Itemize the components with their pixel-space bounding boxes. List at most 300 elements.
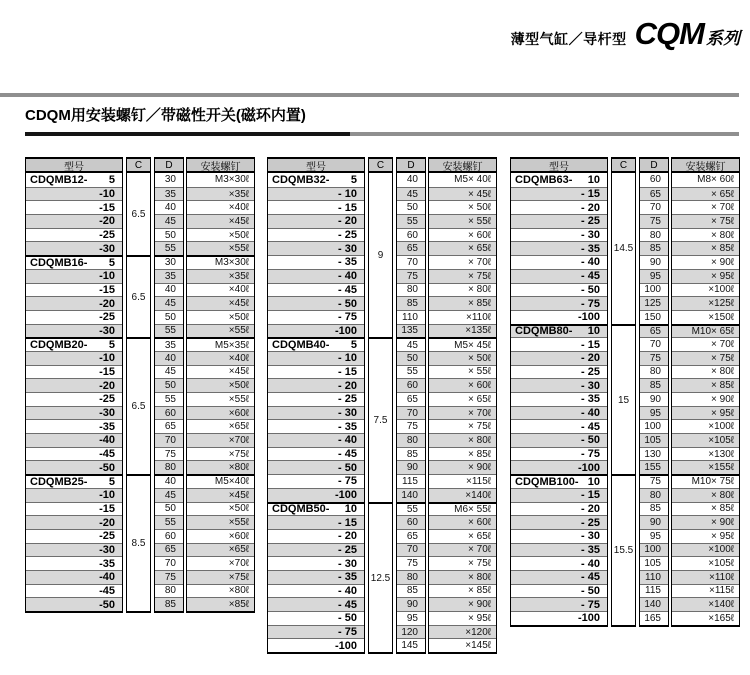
stroke-value: -15 — [99, 283, 115, 296]
screw-cell: × 95ℓ — [672, 529, 739, 543]
stroke-value: - 40 — [338, 270, 357, 283]
model-cell — [26, 187, 122, 201]
d-column — [396, 157, 426, 654]
model-cell — [26, 351, 122, 365]
column-header-c: C — [127, 159, 150, 173]
stroke-value: -50 — [99, 598, 115, 611]
stroke-value: - 30 — [338, 557, 357, 570]
model-cell — [511, 310, 607, 324]
stroke-value: -15 — [99, 502, 115, 515]
screw-cell: ×70ℓ — [187, 433, 254, 447]
model-prefix: CDQMB32- — [272, 173, 330, 186]
screw-cell: × 70ℓ — [429, 406, 496, 420]
stroke-value: - 35 — [338, 420, 357, 433]
stroke-value: - 50 — [581, 283, 600, 296]
screw-cell: ×50ℓ — [187, 310, 254, 324]
d-cell: 55 — [397, 365, 425, 379]
stroke-value: - 20 — [581, 352, 600, 365]
screw-cell: ×145ℓ — [429, 638, 496, 652]
stroke-value: - 75 — [338, 626, 357, 639]
stroke-value: -30 — [99, 407, 115, 420]
screw-cell: ×110ℓ — [672, 570, 739, 584]
screw-cell: × 50ℓ — [429, 351, 496, 365]
d-cell: 80 — [640, 488, 668, 502]
model-cell — [26, 529, 122, 543]
screw-cell: × 80ℓ — [672, 365, 739, 379]
d-cell: 145 — [397, 638, 425, 652]
screw-cell: M3×30ℓ — [187, 255, 254, 269]
model-cell — [511, 392, 607, 406]
screw-cell: ×55ℓ — [187, 392, 254, 406]
screw-cell: ×130ℓ — [672, 447, 739, 461]
d-cell: 105 — [640, 433, 668, 447]
stroke-value: - 35 — [581, 393, 600, 406]
d-cell: 65 — [397, 392, 425, 406]
d-cell: 85 — [397, 584, 425, 598]
model-cell — [26, 255, 122, 269]
screw-cell: ×45ℓ — [187, 214, 254, 228]
c-value: 14.5 — [612, 173, 635, 324]
d-cell: 45 — [397, 187, 425, 201]
stroke-value: - 75 — [581, 598, 600, 611]
d-cell: 125 — [640, 296, 668, 310]
d-cell: 55 — [397, 214, 425, 228]
stroke-value: - 50 — [338, 612, 357, 625]
d-cell: 40 — [155, 283, 183, 297]
c-value: 12.5 — [369, 502, 392, 653]
screw-cell: ×40ℓ — [187, 283, 254, 297]
stroke-value: - 50 — [338, 461, 357, 474]
model-prefix: CDQMB100- — [515, 475, 579, 488]
model-cell — [268, 447, 364, 461]
model-cell — [26, 597, 122, 611]
stroke-value: - 10 — [338, 352, 357, 365]
model-cell — [268, 255, 364, 269]
screw-cell: × 90ℓ — [429, 597, 496, 611]
column-header-screw: 安装螺钉 — [187, 159, 254, 173]
model-cell — [268, 570, 364, 584]
stroke-value: - 45 — [338, 598, 357, 611]
d-cell: 40 — [406, 174, 418, 186]
d-cell: 75 — [640, 214, 668, 228]
model-prefix: CDQMB16- — [30, 256, 88, 269]
screw-cell: × 70ℓ — [672, 337, 739, 351]
stroke-value: - 15 — [338, 365, 357, 378]
c-value: 15 — [612, 324, 635, 475]
model-cell — [268, 324, 364, 338]
model-cell — [26, 200, 122, 214]
d-cell: 55 — [155, 515, 183, 529]
stroke-value: - 75 — [581, 297, 600, 310]
model-cell — [268, 474, 364, 488]
d-column — [639, 157, 669, 627]
d-cell: 95 — [640, 406, 668, 420]
stroke-value: 10 — [587, 325, 600, 338]
stroke-value: - 20 — [338, 379, 357, 392]
stroke-value: - 20 — [338, 530, 357, 543]
screw-cell: × 75ℓ — [429, 556, 496, 570]
model-cell — [268, 296, 364, 310]
c-value: 7.5 — [369, 337, 392, 501]
model-cell — [268, 433, 364, 447]
stroke-value: -30 — [99, 242, 115, 255]
stroke-value: - 40 — [581, 407, 600, 420]
d-cell: 60 — [397, 228, 425, 242]
model-cell — [268, 460, 364, 474]
stroke-value: -40 — [99, 571, 115, 584]
model-cell — [26, 241, 122, 255]
model-cell — [26, 584, 122, 598]
d-cell: 30 — [155, 255, 183, 269]
model-column — [267, 157, 365, 654]
d-cell: 40 — [155, 351, 183, 365]
model-cell — [268, 378, 364, 392]
model-cell — [268, 173, 364, 187]
stroke-value: - 45 — [581, 420, 600, 433]
stroke-value: 5 — [108, 256, 115, 269]
model-cell — [268, 611, 364, 625]
model-cell — [26, 283, 122, 297]
d-cell: 90 — [397, 597, 425, 611]
model-cell — [268, 200, 364, 214]
column-header-model: 型号 — [268, 159, 364, 173]
column-header-c: C — [369, 159, 392, 173]
d-cell: 75 — [155, 447, 183, 461]
stroke-value: 5 — [350, 339, 357, 351]
model-cell — [26, 515, 122, 529]
stroke-value: 5 — [350, 173, 357, 186]
d-cell: 70 — [397, 255, 425, 269]
stroke-value: - 30 — [338, 242, 357, 255]
d-cell: 50 — [155, 502, 183, 516]
model-cell — [26, 460, 122, 474]
d-cell: 50 — [155, 228, 183, 242]
stroke-value: -25 — [99, 311, 115, 324]
screw-cell: M5× 45ℓ — [429, 337, 496, 351]
screw-cell: ×105ℓ — [672, 433, 739, 447]
screw-cell: × 80ℓ — [429, 570, 496, 584]
d-cell: 140 — [640, 597, 668, 611]
screw-cell: × 85ℓ — [429, 447, 496, 461]
screw-table-left — [25, 157, 255, 613]
stroke-value: - 15 — [581, 338, 600, 351]
stroke-value: - 30 — [581, 530, 600, 543]
c-value: 6.5 — [127, 173, 150, 255]
d-cell: 80 — [397, 570, 425, 584]
section-underline-gray — [350, 132, 739, 136]
model-cell — [511, 556, 607, 570]
d-cell: 80 — [155, 460, 183, 474]
model-cell — [268, 597, 364, 611]
model-cell — [511, 447, 607, 461]
screw-cell: × 85ℓ — [672, 241, 739, 255]
stroke-value: - 40 — [338, 584, 357, 597]
model-cell — [268, 515, 364, 529]
model-cell — [511, 543, 607, 557]
d-cell: 65 — [397, 529, 425, 543]
d-cell: 65 — [640, 187, 668, 201]
stroke-value: -25 — [99, 530, 115, 543]
screw-column — [428, 157, 497, 654]
stroke-value: -20 — [99, 297, 115, 310]
model-cell — [26, 173, 122, 187]
screw-cell: ×150ℓ — [672, 310, 739, 324]
screw-cell: × 95ℓ — [672, 406, 739, 420]
screw-cell: ×75ℓ — [187, 447, 254, 461]
screw-cell: M5×35ℓ — [187, 337, 254, 351]
screw-cell: × 70ℓ — [429, 255, 496, 269]
page-header — [511, 16, 740, 52]
d-cell: 65 — [397, 241, 425, 255]
model-cell — [26, 488, 122, 502]
model-cell — [511, 406, 607, 420]
model-cell — [511, 570, 607, 584]
model-cell — [268, 214, 364, 228]
model-cell — [268, 529, 364, 543]
model-cell — [268, 419, 364, 433]
model-cell — [511, 269, 607, 283]
model-cell — [268, 638, 364, 652]
screw-cell: ×50ℓ — [187, 502, 254, 516]
model-prefix: CDQMB12- — [30, 173, 88, 186]
screw-cell: ×125ℓ — [672, 296, 739, 310]
d-cell: 100 — [640, 419, 668, 433]
model-cell — [26, 406, 122, 420]
c-value: 8.5 — [127, 474, 150, 611]
model-cell — [511, 460, 607, 474]
screw-cell: × 90ℓ — [429, 460, 496, 474]
model-cell — [511, 283, 607, 297]
stroke-value: -100 — [577, 311, 600, 324]
model-cell — [268, 283, 364, 297]
screw-cell: ×75ℓ — [187, 570, 254, 584]
stroke-value: - 75 — [338, 311, 357, 324]
d-cell: 55 — [155, 324, 183, 338]
stroke-value: - 35 — [338, 256, 357, 269]
d-cell: 110 — [640, 570, 668, 584]
column-header-model: 型号 — [511, 159, 607, 173]
stroke-value: - 15 — [338, 516, 357, 529]
stroke-value: -45 — [99, 448, 115, 461]
screw-cell: ×45ℓ — [187, 365, 254, 379]
stroke-value: -25 — [99, 393, 115, 406]
model-prefix: CDQMB40- — [272, 339, 330, 351]
model-cell — [511, 228, 607, 242]
model-cell — [26, 447, 122, 461]
screw-cell: ×165ℓ — [672, 611, 739, 625]
model-cell — [511, 529, 607, 543]
screw-cell: × 65ℓ — [429, 392, 496, 406]
model-cell — [26, 502, 122, 516]
screw-cell: ×55ℓ — [187, 515, 254, 529]
d-cell: 45 — [155, 488, 183, 502]
screw-cell: × 75ℓ — [672, 351, 739, 365]
model-cell — [511, 488, 607, 502]
c-value: 6.5 — [127, 255, 150, 337]
model-cell — [268, 584, 364, 598]
screw-cell: × 90ℓ — [672, 255, 739, 269]
screw-cell: ×80ℓ — [187, 584, 254, 598]
d-cell: 165 — [640, 611, 668, 625]
series-suffix-label: 系列 — [706, 29, 740, 48]
screw-cell: M5× 40ℓ — [454, 174, 491, 186]
screw-cell: × 75ℓ — [429, 419, 496, 433]
model-cell — [26, 214, 122, 228]
screw-cell: × 55ℓ — [429, 365, 496, 379]
model-cell — [26, 570, 122, 584]
stroke-value: - 20 — [581, 201, 600, 214]
model-cell — [268, 228, 364, 242]
c-value: 6.5 — [127, 337, 150, 474]
d-cell: 60 — [397, 378, 425, 392]
model-cell — [511, 597, 607, 611]
column-header-model: 型号 — [26, 159, 122, 173]
d-cell: 65 — [155, 543, 183, 557]
model-prefix: CDQMB63- — [515, 173, 573, 186]
model-cell — [511, 502, 607, 516]
model-cell — [26, 324, 122, 338]
d-cell: 45 — [397, 337, 425, 351]
d-cell: 60 — [649, 174, 661, 186]
stroke-value: - 35 — [581, 543, 600, 556]
model-cell — [26, 269, 122, 283]
d-cell: 55 — [397, 502, 425, 516]
column-header-d: D — [397, 159, 425, 173]
d-cell: 100 — [640, 283, 668, 297]
stroke-value: -100 — [577, 461, 600, 474]
model-cell — [268, 337, 364, 351]
model-cell — [268, 625, 364, 639]
screw-cell: × 80ℓ — [672, 488, 739, 502]
d-cell: 40 — [155, 474, 183, 488]
d-cell: 60 — [155, 529, 183, 543]
model-column — [510, 157, 608, 627]
stroke-value: -100 — [334, 639, 357, 652]
screw-cell: × 95ℓ — [672, 269, 739, 283]
stroke-value: - 75 — [581, 448, 600, 461]
stroke-value: - 45 — [338, 448, 357, 461]
d-cell: 70 — [397, 406, 425, 420]
stroke-value: - 35 — [581, 242, 600, 255]
d-column — [154, 157, 184, 613]
stroke-value: - 40 — [581, 557, 600, 570]
model-cell — [511, 241, 607, 255]
screw-cell: × 95ℓ — [429, 611, 496, 625]
model-cell — [26, 474, 122, 488]
d-cell: 80 — [640, 365, 668, 379]
model-cell — [268, 187, 364, 201]
d-cell: 80 — [155, 584, 183, 598]
d-cell: 75 — [640, 351, 668, 365]
model-cell — [26, 433, 122, 447]
screw-cell: × 85ℓ — [672, 502, 739, 516]
screw-cell: ×155ℓ — [672, 460, 739, 474]
stroke-value: - 50 — [338, 297, 357, 310]
model-cell — [26, 337, 122, 351]
screw-cell: ×60ℓ — [187, 529, 254, 543]
model-cell — [511, 187, 607, 201]
d-cell: 80 — [397, 283, 425, 297]
stroke-value: - 20 — [338, 215, 357, 228]
stroke-value: -10 — [99, 270, 115, 283]
stroke-value: - 30 — [338, 407, 357, 420]
d-cell: 115 — [397, 474, 425, 488]
c-column — [611, 157, 636, 627]
d-cell: 85 — [640, 502, 668, 516]
d-cell: 100 — [640, 543, 668, 557]
model-cell — [268, 241, 364, 255]
model-prefix: CDQMB25- — [30, 475, 88, 488]
d-cell: 140 — [397, 488, 425, 502]
stroke-value: -35 — [99, 420, 115, 433]
d-cell: 75 — [397, 556, 425, 570]
d-cell: 110 — [397, 310, 425, 324]
model-prefix: CDQMB50- — [272, 503, 330, 516]
stroke-value: -50 — [99, 461, 115, 474]
stroke-value: -100 — [577, 612, 600, 625]
top-divider-rule — [0, 93, 739, 97]
stroke-value: - 25 — [338, 393, 357, 406]
model-cell — [268, 502, 364, 516]
model-cell — [26, 365, 122, 379]
screw-cell: ×100ℓ — [672, 543, 739, 557]
model-cell — [511, 419, 607, 433]
d-cell: 155 — [640, 460, 668, 474]
stroke-value: - 30 — [581, 379, 600, 392]
stroke-value: 10 — [344, 503, 357, 516]
stroke-value: - 50 — [581, 584, 600, 597]
model-cell — [511, 611, 607, 625]
model-cell — [26, 543, 122, 557]
d-cell: 70 — [397, 543, 425, 557]
screw-cell: ×55ℓ — [187, 324, 254, 338]
model-cell — [26, 228, 122, 242]
screw-table-middle — [267, 157, 497, 654]
d-cell: 120 — [397, 625, 425, 639]
d-cell: 50 — [155, 310, 183, 324]
series-logo: CQM — [634, 16, 704, 51]
screw-cell: ×65ℓ — [187, 419, 254, 433]
screw-cell: × 65ℓ — [429, 241, 496, 255]
stroke-value: - 15 — [581, 489, 600, 502]
stroke-value: - 25 — [338, 543, 357, 556]
stroke-value: 10 — [587, 173, 600, 186]
d-cell: 55 — [155, 241, 183, 255]
d-cell: 45 — [155, 365, 183, 379]
model-cell — [511, 337, 607, 351]
d-cell: 50 — [397, 200, 425, 214]
d-cell: 85 — [397, 447, 425, 461]
d-cell: 35 — [155, 337, 183, 351]
model-cell — [26, 419, 122, 433]
d-cell: 35 — [155, 269, 183, 283]
section-title: CDQM用安装螺钉／带磁性开关(磁环内置) — [25, 107, 306, 124]
stroke-value: - 15 — [338, 201, 357, 214]
stroke-value: -25 — [99, 229, 115, 242]
d-cell: 40 — [155, 200, 183, 214]
model-cell — [268, 310, 364, 324]
d-cell: 90 — [640, 255, 668, 269]
screw-cell: × 50ℓ — [429, 200, 496, 214]
screw-cell: M10× 75ℓ — [672, 474, 739, 488]
c-value: 9 — [369, 173, 392, 337]
d-cell: 115 — [640, 584, 668, 598]
d-cell: 45 — [155, 296, 183, 310]
screw-cell: × 85ℓ — [672, 378, 739, 392]
header-cylinder-type-label: 薄型气缸／导杆型 — [510, 31, 627, 47]
model-cell — [268, 543, 364, 557]
screw-cell: ×70ℓ — [187, 556, 254, 570]
